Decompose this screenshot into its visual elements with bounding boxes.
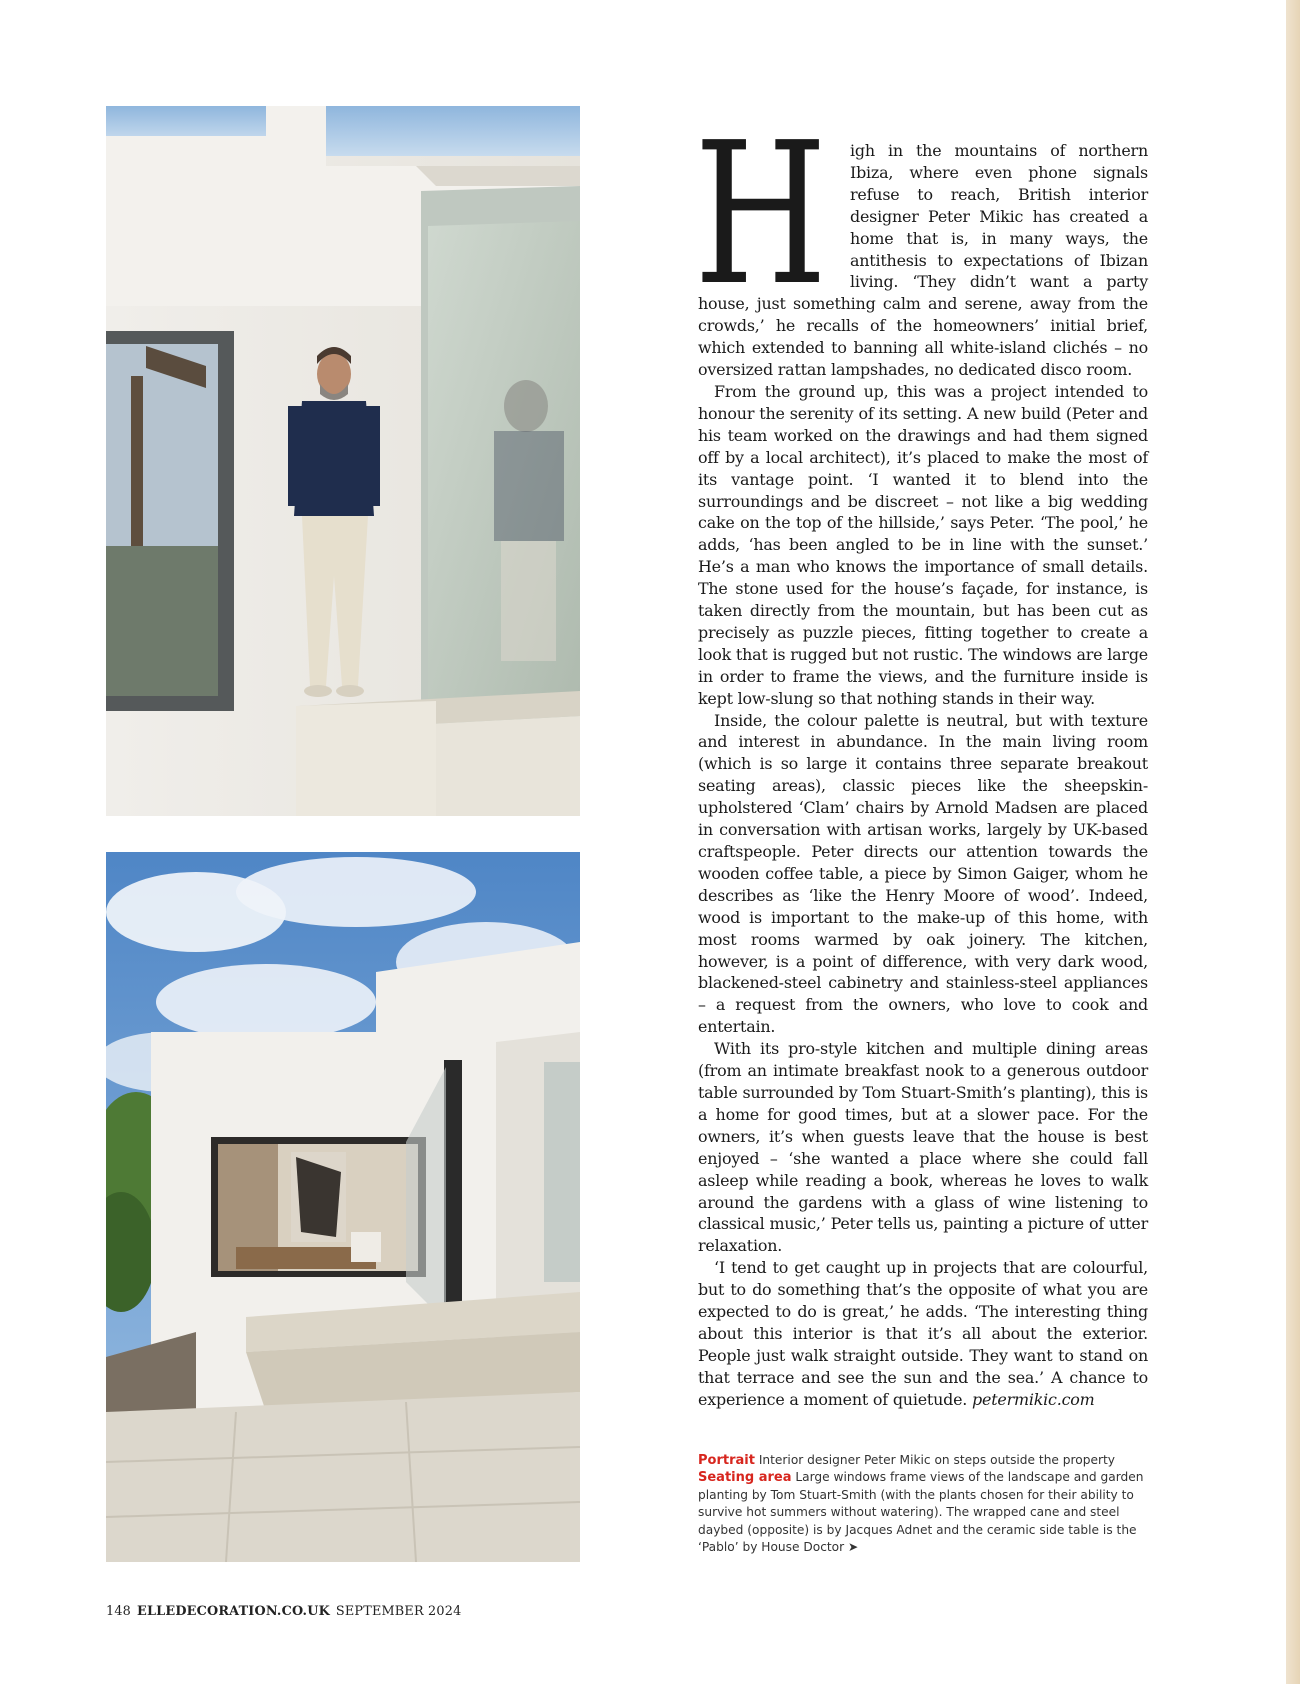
photo-captions <box>698 1452 1148 1556</box>
page-edge <box>1286 0 1300 1684</box>
article-paragraph: With its pro-style kitchen and multiple dining areas (from an intimate breakfast nook to a generous outdoor table surrounded by Tom Stuart-Smith’s planting), this is a home for good times, but at a slower pace. For the owners, it’s when guests leave that the house is best enjoyed – ‘she wanted a place where she could fall asleep while reading a book, whereas he loves to walk around the gardens with a glass of wine listening to classical music,’ Peter tells us, painting a picture of utter relaxation. <box>698 1039 1148 1256</box>
website-link[interactable]: petermikic.com <box>972 1389 1095 1409</box>
portrait-photo <box>106 106 580 816</box>
magazine-name: ELLEDECORATION.CO.UK <box>137 1604 330 1619</box>
caption-text: Interior designer Peter Mikic on steps outside the property <box>754 1453 1115 1467</box>
page-number: 148 <box>106 1604 132 1619</box>
caption-portrait <box>698 1452 1148 1469</box>
article-paragraph <box>698 1257 1148 1410</box>
article-paragraph <box>694 101 1148 381</box>
article-body <box>694 101 1148 1411</box>
issue-date: SEPTEMBER 2024 <box>335 1604 462 1619</box>
caption-label: Portrait <box>698 1453 755 1468</box>
page-folio <box>106 1604 461 1619</box>
caption-label: Seating area <box>698 1470 792 1486</box>
paragraph-text: ‘I tend to get caught up in projects that are colourful, but to do something that’s the opposite of what you are expected to do is great,’ he adds. ‘The interesting thing about this interior is that it’s all about the exterior. People just walk straight outside. They want to stand on that terrace and see the sun and the sea.’ A chance to experience a moment of quietude. <box>698 1258 1148 1409</box>
caption-seating-area <box>698 1469 1148 1556</box>
article-paragraph: Inside, the colour palette is neutral, but with texture and interest in abundance. In the main living room (which is so large it contains three separate breakout seating areas), classic pieces like the sheepskin-upholstered ‘Clam’ chairs by Arnold Madsen are placed in conversation with artisan works, largely by UK-based craftspeople. Peter directs our attention towards the wooden coffee table, a piece by Simon Gaiger, whom he describes as ‘like the Henry Moore of wood’. Indeed, wood is important to the make-up of this home, with most rooms warmed by oak joinery. The kitchen, however, is a point of difference, with very dark wood, blackened-steel cabinetry and stainless-steel appliances – a request from the owners, who love to cook and entertain. <box>698 710 1148 1037</box>
article-paragraph: From the ground up, this was a project intended to honour the serenity of its setting. A new build (Peter and his team worked on the drawings and had them signed off by a local architect), it’s placed to make the most of its vantage point. ‘I wanted it to blend into the surroundings and be discreet – not like a big wedding cake on the top of the hillside,’ says Peter. ‘The pool,’ he adds, ‘has been angled to be in line with the sunset.’ He’s a man who knows the importance of small details. The stone used for the house’s façade, for instance, is taken directly from the mountain, but has been cut as precisely as puzzle pieces, fitting together to create a look that is rugged but not rustic. The windows are large in order to frame the views, and the furniture inside is kept low-slung so that nothing stands in their way. <box>698 381 1148 708</box>
drop-cap: H <box>694 101 823 329</box>
seating-area-photo <box>106 852 580 1562</box>
caption-text: Large windows frame views of the landscape and garden planting by Tom Stuart-Smith (with the plants chosen for their ability to survive hot summers without watering). The wrapped cane and steel daybed (opposite) is by Jacques Adnet and the ceramic side table is the ‘Pablo’ by House Doctor ➤ <box>698 1470 1144 1555</box>
paragraph-text: igh in the mountains of northern Ibiza, where even phone signals refuse to reach, British interior designer Peter Mikic has created a home that is, in many ways, the antithesis to expectations of Ibizan living. ‘They didn’t want a party house, just something calm and serene, away from the crowds,’ he recalls of the homeowners’ initial brief, which extended to banning all white-island clichés – no oversized rattan lampshades, no dedicated disco room. <box>698 141 1148 380</box>
